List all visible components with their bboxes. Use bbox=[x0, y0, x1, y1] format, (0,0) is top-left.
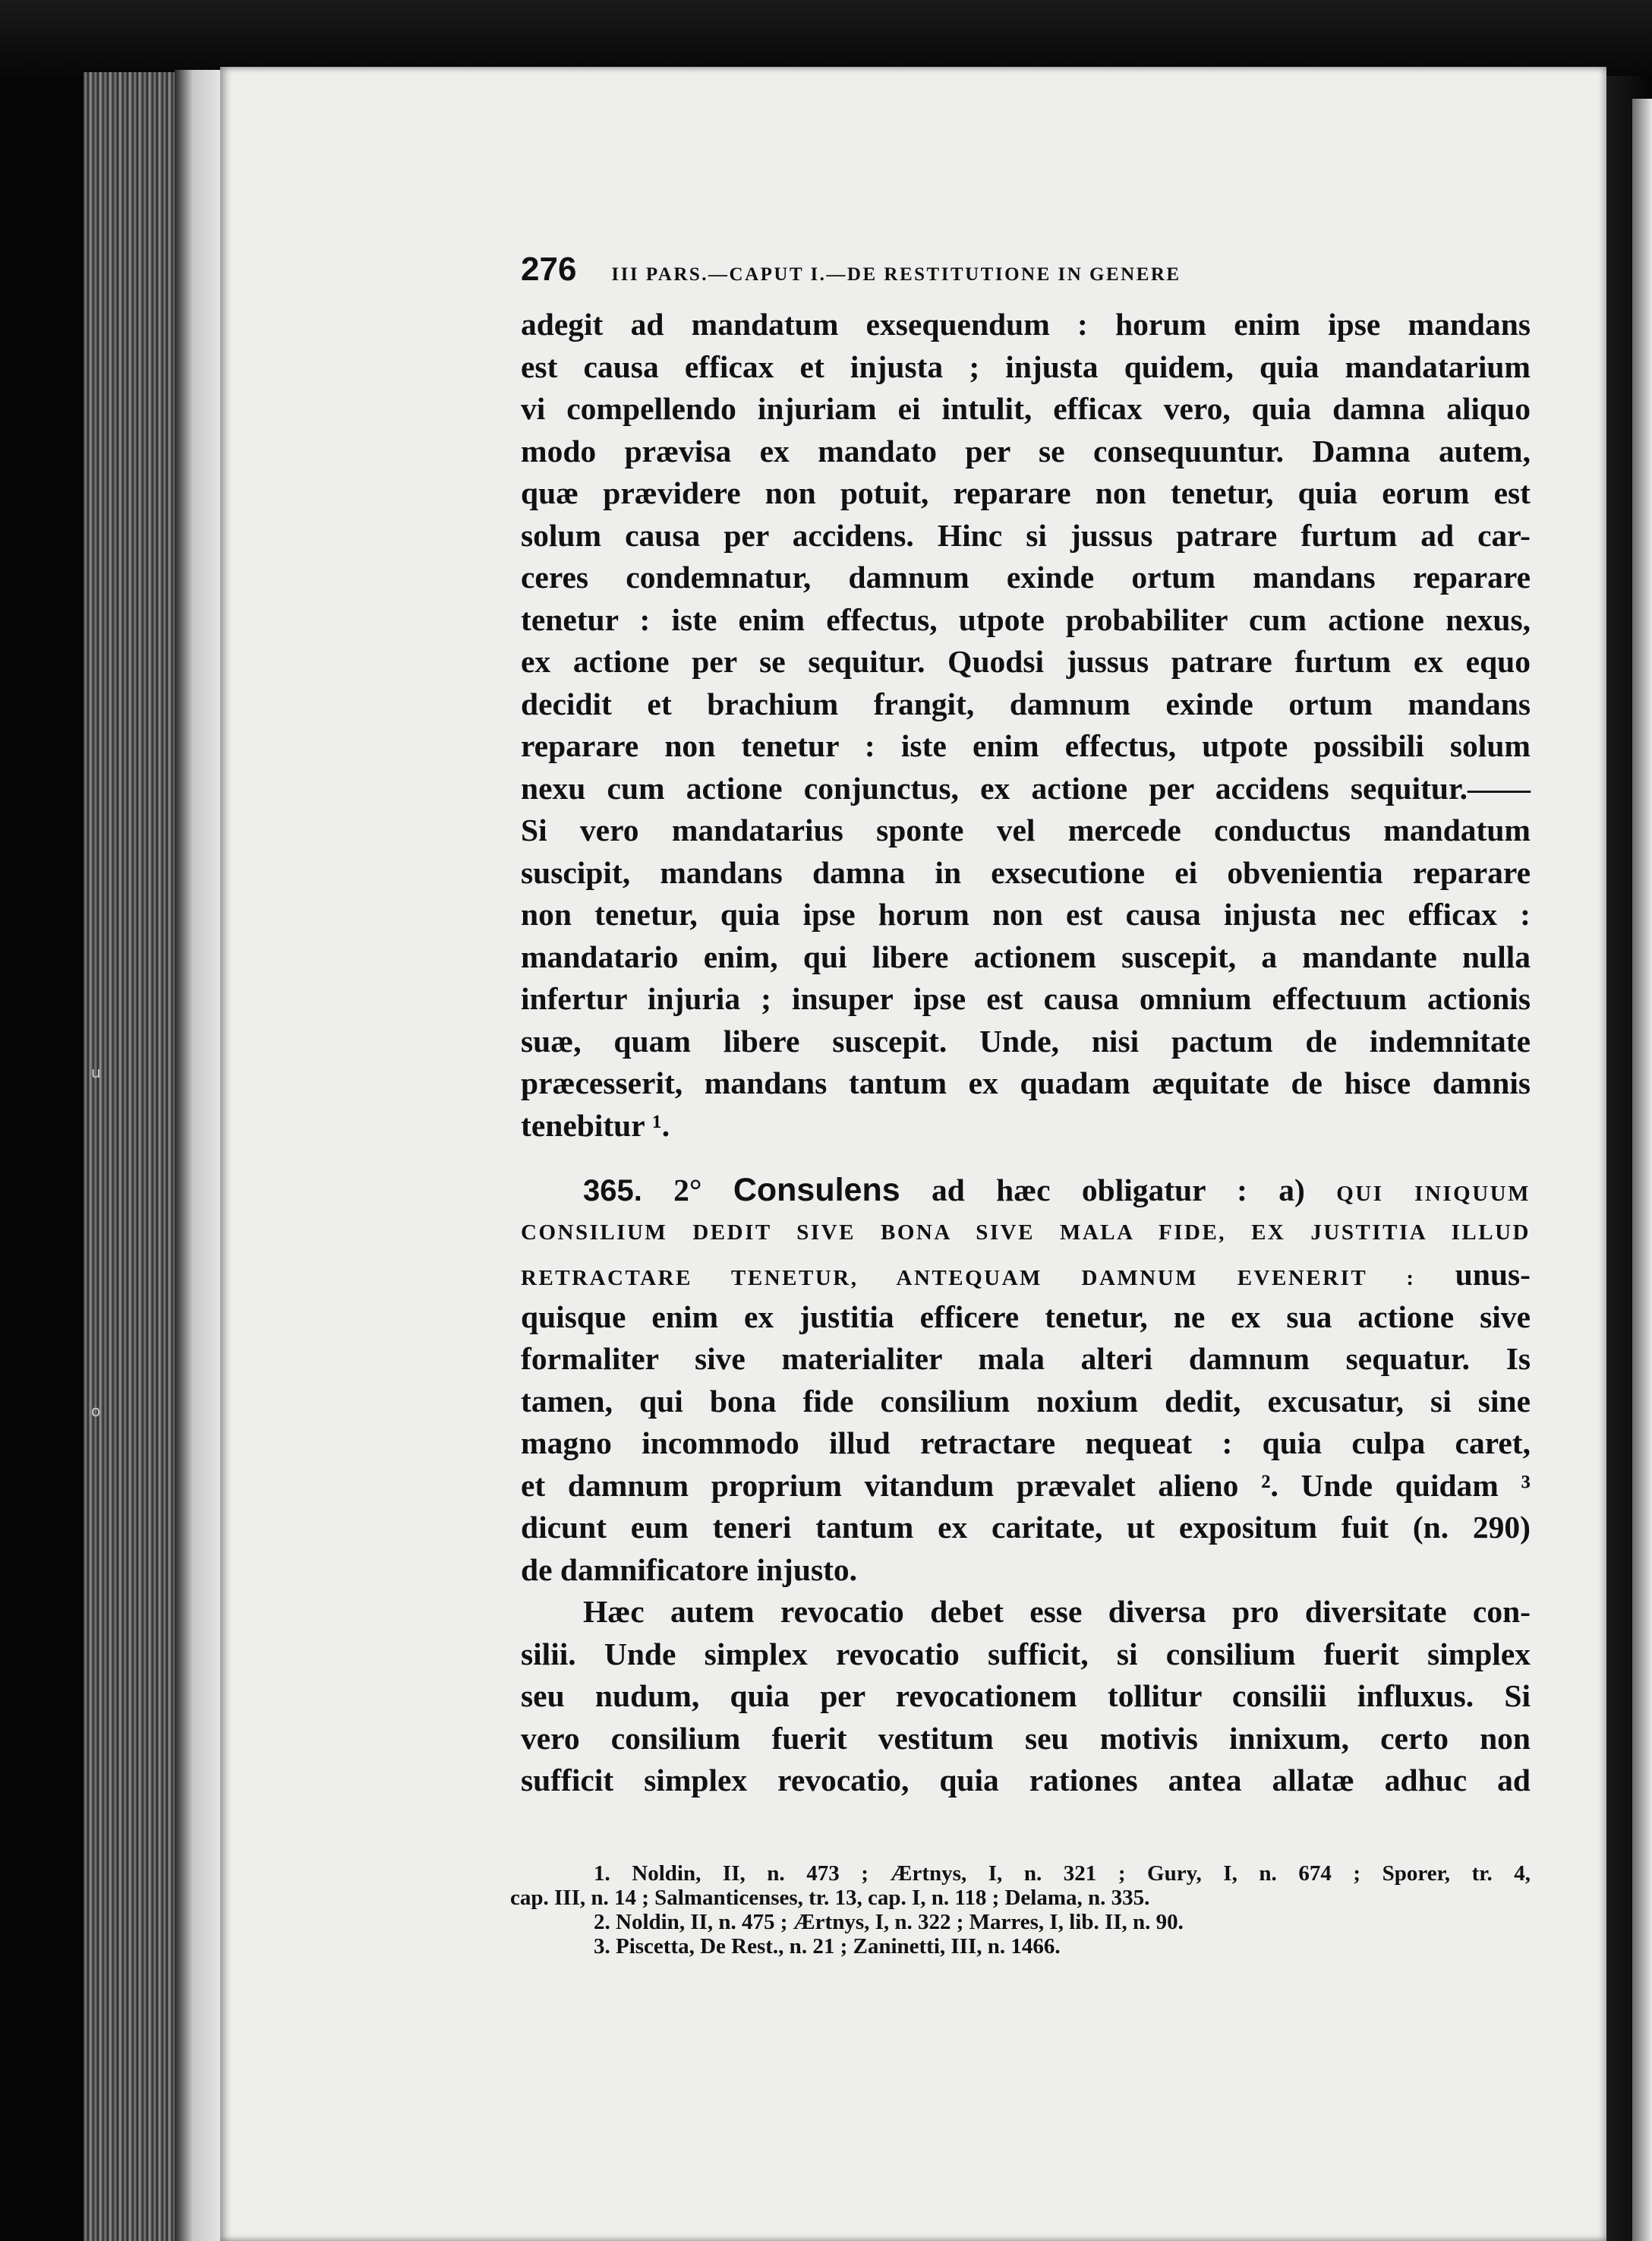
text-line: de damnificatore injusto. bbox=[521, 1551, 858, 1587]
footnotes bbox=[510, 1861, 1531, 1959]
text-line: quæ prævidere non potuit, reparare non tenetur, quia eorum est bbox=[521, 475, 1531, 510]
text-line: silii. Unde simplex revocatio sufficit, si consilium fuerit simplex bbox=[521, 1636, 1531, 1671]
section-number: 365. bbox=[583, 1174, 642, 1207]
text-line: mandatario enim, qui libere actionem suscepit, a mandante nulla bbox=[521, 939, 1531, 974]
text-line: dicunt eum teneri tantum ex caritate, ut expositum fuit (n. 290) bbox=[521, 1510, 1531, 1545]
text-line: tamen, qui bona fide consilium noxium dedit, excusatur, si sine bbox=[521, 1383, 1531, 1419]
text-line: non tenetur, quia ipse horum non est causa injusta nec efficax : bbox=[521, 897, 1531, 932]
section-lead: ad hæc obligatur : a) bbox=[931, 1173, 1305, 1207]
section-365 bbox=[521, 1169, 1531, 1591]
section-caps-line-2: CONSILIUM DEDIT SIVE BONA SIVE MALA FIDE, EX JUSTITIA ILLUD bbox=[521, 1220, 1531, 1245]
running-title: III PARS.—CAPUT I.—DE RESTITUTIONE IN GENERE bbox=[611, 264, 1181, 285]
text-line: tenebitur ¹. bbox=[521, 1107, 670, 1143]
text-line: seu nudum, quia per revocationem tollitur consilii influxus. Si bbox=[521, 1678, 1531, 1713]
text-line: præcesserit, mandans tantum ex quadam æquitate de hisce damnis bbox=[521, 1065, 1531, 1100]
paragraph-revocatio bbox=[521, 1591, 1531, 1802]
running-head bbox=[521, 251, 1531, 304]
text-line: sufficit simplex revocatio, quia rationes antea allatæ adhuc ad bbox=[521, 1763, 1531, 1798]
footnote-line: 3. Piscetta, De Rest., n. 21 ; Zaninetti, III, n. 1466. bbox=[594, 1933, 1061, 1959]
text-line: Hæc autem revocatio debet esse diversa pro diversitate con- bbox=[583, 1594, 1531, 1629]
text-line: solum causa per accidens. Hinc si jussus patrare furtum ad car- bbox=[521, 517, 1531, 553]
section-365-body bbox=[521, 1296, 1531, 1592]
text-line: infertur injuria ; insuper ipse est causa omnium effectuum actionis bbox=[521, 981, 1531, 1016]
text-line: est causa efficax et injusta ; injusta quidem, quia mandatarium bbox=[521, 349, 1531, 384]
section-ordinal: 2° bbox=[673, 1173, 702, 1207]
text-line: tenetur : iste enim effectus, utpote probabiliter cum actione nexus, bbox=[521, 601, 1531, 637]
footnote-line: 1. Noldin, II, n. 473 ; Ærtnys, I, n. 321 ; Gury, I, n. 674 ; Sporer, tr. 4, bbox=[594, 1861, 1531, 1886]
text-line: Si vero mandatarius sponte vel mercede conductus mandatum bbox=[521, 813, 1531, 847]
text-line: modo prævisa ex mandato per se consequuntur. Damna autem, bbox=[521, 433, 1531, 469]
text-line: ex actione per se sequitur. Quodsi jussus patrare furtum ex equo bbox=[521, 644, 1531, 679]
text-line: quisque enim ex justitia efficere tenetur, ne ex sua actione sive bbox=[521, 1299, 1531, 1334]
text-line: ceres condemnatur, damnum exinde ortum mandans reparare bbox=[521, 560, 1531, 595]
text-line: et damnum proprium vitandum prævalet alieno ². Unde quidam ³ bbox=[521, 1467, 1531, 1503]
paragraph-mandans bbox=[521, 304, 1531, 1147]
text-line: adegit ad mandatum exsequendum : horum enim ipse mandans bbox=[521, 307, 1531, 342]
section-caps-3-tail: unus- bbox=[1455, 1257, 1531, 1292]
text-line: decidit et brachium frangit, damnum exinde ortum mandans bbox=[521, 686, 1531, 721]
text-line: magno incommodo illud retractare nequeat : quia culpa caret, bbox=[521, 1425, 1531, 1460]
text-line: reparare non tenetur : iste enim effectus, utpote possibili solum bbox=[521, 728, 1531, 763]
text-line: suscipit, mandans damna in exsecutione ei obvenientia reparare bbox=[521, 854, 1531, 890]
section-365-first-line bbox=[521, 1169, 1531, 1212]
text-line: suæ, quam libere suscepit. Unde, nisi pactum de indemnitate bbox=[521, 1023, 1531, 1059]
footnote-line: cap. III, n. 14 ; Salmanticenses, tr. 13, cap. I, n. 118 ; Delama, n. 335. bbox=[510, 1885, 1150, 1910]
section-caps-3: RETRACTARE TENETUR, ANTEQUAM DAMNUM EVENERIT : bbox=[521, 1266, 1416, 1290]
text-line: vero consilium fuerit vestitum seu motivis innixum, certo non bbox=[521, 1720, 1531, 1756]
paragraph-gap bbox=[521, 1147, 1531, 1169]
facing-page-sliver bbox=[1632, 99, 1652, 2241]
book-gutter bbox=[175, 70, 220, 2241]
margin-mark: u bbox=[91, 1063, 101, 1081]
text-line: vi compellendo injuriam ei intulit, efficax vero, quia damna aliquo bbox=[521, 391, 1531, 426]
section-caps-1: QUI INIQUUM bbox=[1336, 1182, 1531, 1206]
page-number: 276 bbox=[521, 251, 577, 288]
section-heading: Consulens bbox=[733, 1172, 900, 1208]
footnote-line: 2. Noldin, II, n. 475 ; Ærtnys, I, n. 322 ; Marres, I, lib. II, n. 90. bbox=[594, 1909, 1184, 1934]
text-line: formaliter sive materialiter mala alteri damnum sequatur. Is bbox=[521, 1341, 1531, 1376]
margin-mark: o bbox=[91, 1402, 101, 1420]
section-caps-line-3 bbox=[521, 1254, 1531, 1296]
page-text bbox=[510, 251, 1531, 1959]
text-line: nexu cum actione conjunctus, ex actione per accidens sequitur.—— bbox=[521, 770, 1531, 806]
